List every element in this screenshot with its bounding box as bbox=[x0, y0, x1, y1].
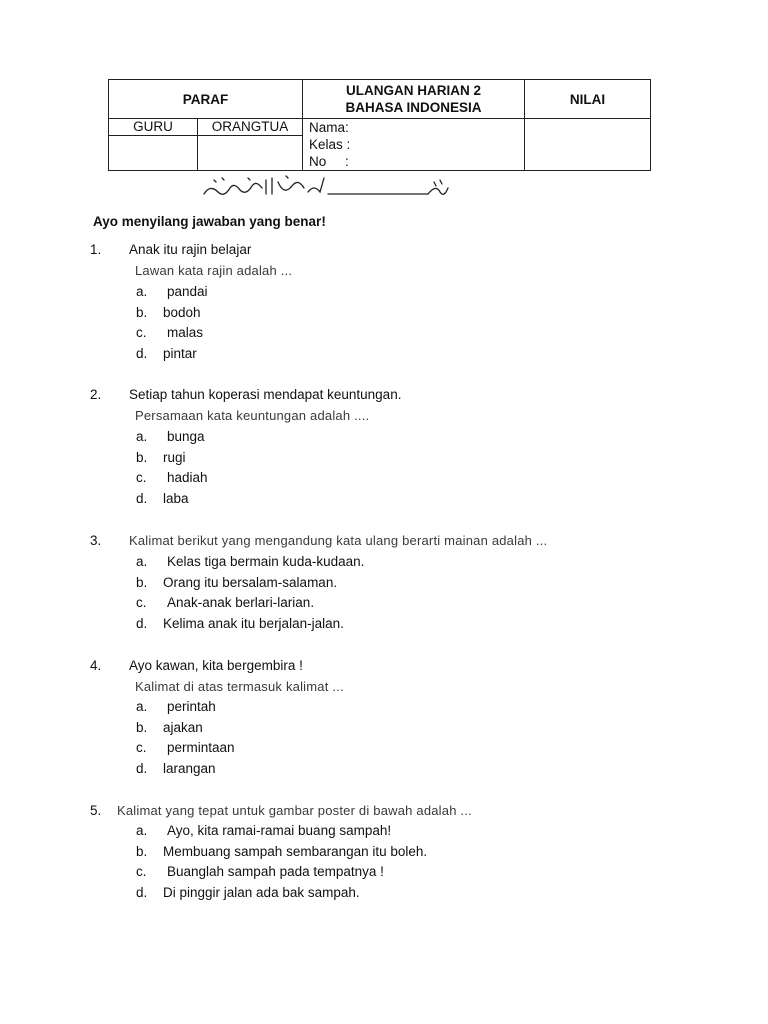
option-text: perintah bbox=[167, 699, 216, 714]
option-letter: d. bbox=[136, 761, 148, 777]
instruction-text: Ayo menyilang jawaban yang benar! bbox=[93, 214, 326, 229]
option-text: pandai bbox=[167, 284, 208, 299]
guru-signature-box bbox=[109, 135, 198, 170]
exam-title-line2: BAHASA INDONESIA bbox=[345, 100, 482, 115]
option-letter: a. bbox=[136, 554, 148, 569]
option-letter: d. bbox=[136, 616, 148, 632]
kelas-label: Kelas : bbox=[309, 137, 351, 152]
option-text: Membuang sampah sembarangan itu boleh. bbox=[163, 843, 428, 859]
option-text: rugi bbox=[163, 449, 186, 465]
option-letter: c. bbox=[136, 325, 147, 341]
student-id-box bbox=[303, 119, 525, 171]
option-text: Anak-anak berlari-larian. bbox=[167, 595, 315, 611]
option-text: Di pinggir jalan ada bak sampah. bbox=[163, 885, 360, 901]
paraf-header: PARAF bbox=[109, 80, 303, 119]
option-text: ajakan bbox=[163, 719, 203, 735]
bismillah-calligraphy bbox=[200, 174, 452, 200]
nama-label: Nama: bbox=[309, 120, 349, 135]
option-text: larangan bbox=[163, 761, 216, 777]
option-letter: b. bbox=[136, 843, 148, 859]
orangtua-label: ORANGTUA bbox=[198, 119, 303, 136]
question-text: Anak itu rajin belajar bbox=[129, 242, 252, 257]
question-subtext: Lawan kata rajin adalah ... bbox=[135, 263, 293, 278]
question-subtext: Kalimat di atas termasuk kalimat ... bbox=[135, 679, 344, 694]
question-number: 3. bbox=[90, 533, 102, 548]
option-letter: b. bbox=[136, 719, 148, 735]
header-table bbox=[108, 79, 651, 171]
question-number: 2. bbox=[90, 387, 102, 402]
option-text: bodoh bbox=[163, 304, 201, 320]
question-number: 5. bbox=[90, 803, 102, 818]
option-letter: d. bbox=[136, 885, 148, 901]
question-number: 4. bbox=[90, 658, 102, 673]
option-letter: b. bbox=[136, 574, 148, 590]
option-text: Buanglah sampah pada tempatnya ! bbox=[167, 864, 384, 880]
nilai-box bbox=[525, 119, 651, 171]
option-letter: c. bbox=[136, 740, 147, 756]
question-number: 1. bbox=[90, 242, 102, 257]
no-label: No : bbox=[309, 154, 349, 169]
question-text: Kalimat yang tepat untuk gambar poster di bawah adalah ... bbox=[117, 803, 472, 818]
option-text: laba bbox=[163, 491, 189, 507]
question-subtext: Persamaan kata keuntungan adalah .... bbox=[135, 408, 370, 423]
option-letter: d. bbox=[136, 491, 148, 507]
question-text: Kalimat berikut yang mengandung kata ulang berarti mainan adalah ... bbox=[129, 533, 548, 548]
nilai-header: NILAI bbox=[525, 80, 651, 119]
option-letter: d. bbox=[136, 346, 148, 362]
option-letter: b. bbox=[136, 449, 148, 465]
option-letter: c. bbox=[136, 595, 147, 611]
option-letter: a. bbox=[136, 284, 148, 299]
option-letter: b. bbox=[136, 304, 148, 320]
option-text: malas bbox=[167, 325, 204, 341]
option-text: Orang itu bersalam-salaman. bbox=[163, 574, 338, 590]
option-letter: c. bbox=[136, 470, 147, 486]
exam-title bbox=[303, 80, 525, 119]
option-letter: c. bbox=[136, 864, 147, 880]
option-text: Kelas tiga bermain kuda-kudaan. bbox=[167, 554, 365, 569]
option-text: hadiah bbox=[167, 470, 208, 486]
guru-label: GURU bbox=[109, 119, 198, 136]
option-text: pintar bbox=[163, 346, 197, 362]
question-text: Ayo kawan, kita bergembira ! bbox=[129, 658, 303, 673]
option-letter: a. bbox=[136, 823, 148, 838]
exam-title-line1: ULANGAN HARIAN 2 bbox=[346, 83, 481, 98]
question-text: Setiap tahun koperasi mendapat keuntungan. bbox=[129, 387, 402, 402]
option-text: Ayo, kita ramai-ramai buang sampah! bbox=[167, 823, 392, 838]
orangtua-signature-box bbox=[198, 135, 303, 170]
option-text: bunga bbox=[167, 429, 205, 444]
option-text: permintaan bbox=[167, 740, 235, 756]
option-letter: a. bbox=[136, 429, 148, 444]
option-letter: a. bbox=[136, 699, 148, 714]
option-text: Kelima anak itu berjalan-jalan. bbox=[163, 616, 344, 632]
